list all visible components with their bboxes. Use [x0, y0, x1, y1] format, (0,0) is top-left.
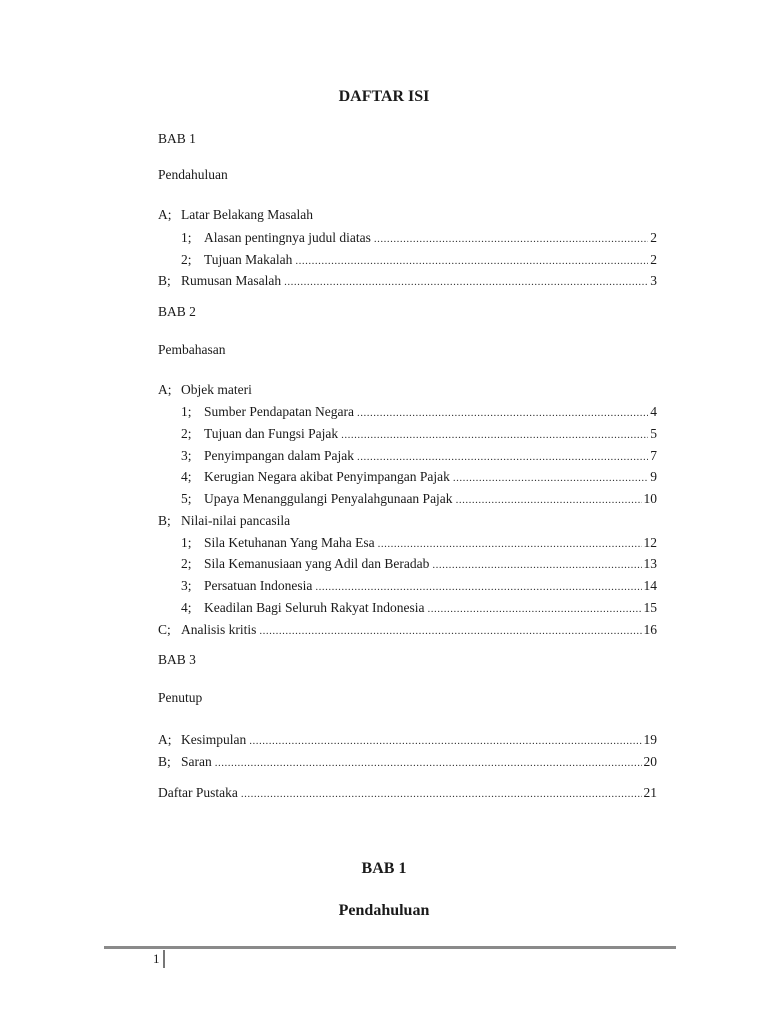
- toc-section-heading: BAB 2: [158, 304, 196, 319]
- toc-entry-number: A;: [158, 382, 172, 397]
- toc-entry-page: 2: [650, 252, 657, 267]
- toc-entry-number: 1;: [181, 230, 192, 245]
- toc-entry[interactable]: [181, 426, 657, 442]
- toc-entry-title: Alasan pentingnya judul diatas: [204, 230, 371, 245]
- dot-leader: [357, 450, 648, 464]
- toc-entry-number: 1;: [181, 535, 192, 550]
- toc-entry[interactable]: [181, 578, 657, 594]
- toc-entry-title: Penyimpangan dalam Pajak: [204, 448, 354, 463]
- toc-entry[interactable]: [158, 785, 657, 801]
- toc-entry-page: 7: [650, 448, 657, 463]
- toc-entry-number: 4;: [181, 600, 192, 615]
- dot-leader: [453, 471, 648, 485]
- toc-entry[interactable]: [181, 404, 657, 420]
- toc-entry-title: Sila Kemanusiaan yang Adil dan Beradab: [204, 556, 430, 571]
- toc-entry-number: 2;: [181, 556, 192, 571]
- toc-entry[interactable]: [158, 273, 657, 289]
- toc-entry[interactable]: [181, 448, 657, 464]
- toc-entry-title: Upaya Menanggulangi Penyalahgunaan Pajak: [204, 491, 453, 506]
- toc-entry-page: 3: [650, 273, 657, 288]
- toc-entry[interactable]: [181, 491, 657, 507]
- toc-entry[interactable]: [158, 513, 558, 529]
- toc-entry-title: Kerugian Negara akibat Penyimpangan Pajak: [204, 469, 450, 484]
- toc-entry[interactable]: [158, 207, 558, 223]
- toc-entry[interactable]: [158, 622, 657, 638]
- toc-entry-number: 2;: [181, 426, 192, 441]
- toc-entry-number: B;: [158, 273, 171, 288]
- toc-entry[interactable]: [158, 382, 558, 398]
- dot-leader: [341, 428, 648, 442]
- dot-leader: [456, 493, 642, 507]
- toc-entry-number: A;: [158, 207, 172, 222]
- toc-entry[interactable]: [158, 732, 657, 748]
- toc-entry-title: Kesimpulan: [181, 732, 247, 747]
- dot-leader: [241, 787, 642, 801]
- toc-entry-title: Daftar Pustaka: [158, 785, 238, 800]
- toc-entry[interactable]: [158, 754, 657, 770]
- toc-title: DAFTAR ISI: [338, 88, 430, 105]
- toc-entry-number: B;: [158, 754, 171, 769]
- toc-entry-number: 4;: [181, 469, 192, 484]
- dot-leader: [432, 558, 641, 572]
- toc-entry-title: Objek materi: [181, 382, 252, 397]
- toc-entry-page: 10: [643, 491, 657, 506]
- toc-entry-title: Latar Belakang Masalah: [181, 207, 313, 222]
- toc-entry-page: 15: [643, 600, 657, 615]
- toc-entry-page: 5: [650, 426, 657, 441]
- toc-entry-number: 3;: [181, 578, 192, 593]
- toc-entry-title: Nilai-nilai pancasila: [181, 513, 291, 528]
- chapter-title: BAB 1: [361, 860, 407, 877]
- toc-entry-title: Tujuan dan Fungsi Pajak: [204, 426, 339, 441]
- toc-entry-page: 13: [643, 556, 657, 571]
- toc-entry-number: 5;: [181, 491, 192, 506]
- dot-leader: [357, 406, 648, 420]
- toc-entry-page: 14: [643, 578, 657, 593]
- toc-entry-number: 3;: [181, 448, 192, 463]
- toc-entry-number: B;: [158, 513, 171, 528]
- toc-entry-page: 19: [643, 732, 657, 747]
- dot-leader: [249, 734, 641, 748]
- toc-entry-page: 4: [650, 404, 657, 419]
- toc-entry-page: 20: [643, 754, 657, 769]
- chapter-subtitle: Pendahuluan: [338, 902, 430, 919]
- toc-entry-page: 2: [650, 230, 657, 245]
- toc-entry[interactable]: [181, 600, 657, 616]
- toc-entry-page: 21: [643, 785, 657, 800]
- dot-leader: [374, 232, 648, 246]
- toc-entry-number: 2;: [181, 252, 192, 267]
- toc-entry[interactable]: [181, 230, 657, 246]
- toc-entry[interactable]: [181, 469, 657, 485]
- toc-section-heading: BAB 3: [158, 652, 196, 667]
- dot-leader: [215, 756, 642, 770]
- toc-entry-number: 1;: [181, 404, 192, 419]
- toc-entry-title: Rumusan Masalah: [181, 273, 282, 288]
- dot-leader: [378, 537, 642, 551]
- toc-entry-page: 12: [643, 535, 657, 550]
- toc-entry-number: C;: [158, 622, 171, 637]
- toc-entry-title: Analisis kritis: [181, 622, 257, 637]
- footer-divider: [104, 946, 676, 949]
- toc-entry-title: Sumber Pendapatan Negara: [204, 404, 354, 419]
- toc-section-heading: Penutup: [158, 690, 203, 705]
- toc-entry[interactable]: [181, 535, 657, 551]
- toc-section-heading: Pendahuluan: [158, 167, 228, 182]
- text-cursor: [163, 950, 165, 968]
- toc-entry[interactable]: [181, 252, 657, 268]
- dot-leader: [259, 624, 641, 638]
- footer-page-number: 1: [153, 951, 160, 966]
- dot-leader: [315, 580, 641, 594]
- toc-entry-page: 16: [643, 622, 657, 637]
- toc-entry-title: Sila Ketuhanan Yang Maha Esa: [204, 535, 375, 550]
- dot-leader: [427, 602, 641, 616]
- toc-section-heading: BAB 1: [158, 131, 196, 146]
- toc-entry-title: Tujuan Makalah: [204, 252, 293, 267]
- toc-entry-title: Keadilan Bagi Seluruh Rakyat Indonesia: [204, 600, 425, 615]
- dot-leader: [284, 275, 648, 289]
- toc-entry[interactable]: [181, 556, 657, 572]
- toc-entry-page: 9: [650, 469, 657, 484]
- dot-leader: [295, 254, 648, 268]
- toc-entry-number: A;: [158, 732, 172, 747]
- toc-entry-title: Saran: [181, 754, 212, 769]
- toc-section-heading: Pembahasan: [158, 342, 226, 357]
- toc-entry-title: Persatuan Indonesia: [204, 578, 313, 593]
